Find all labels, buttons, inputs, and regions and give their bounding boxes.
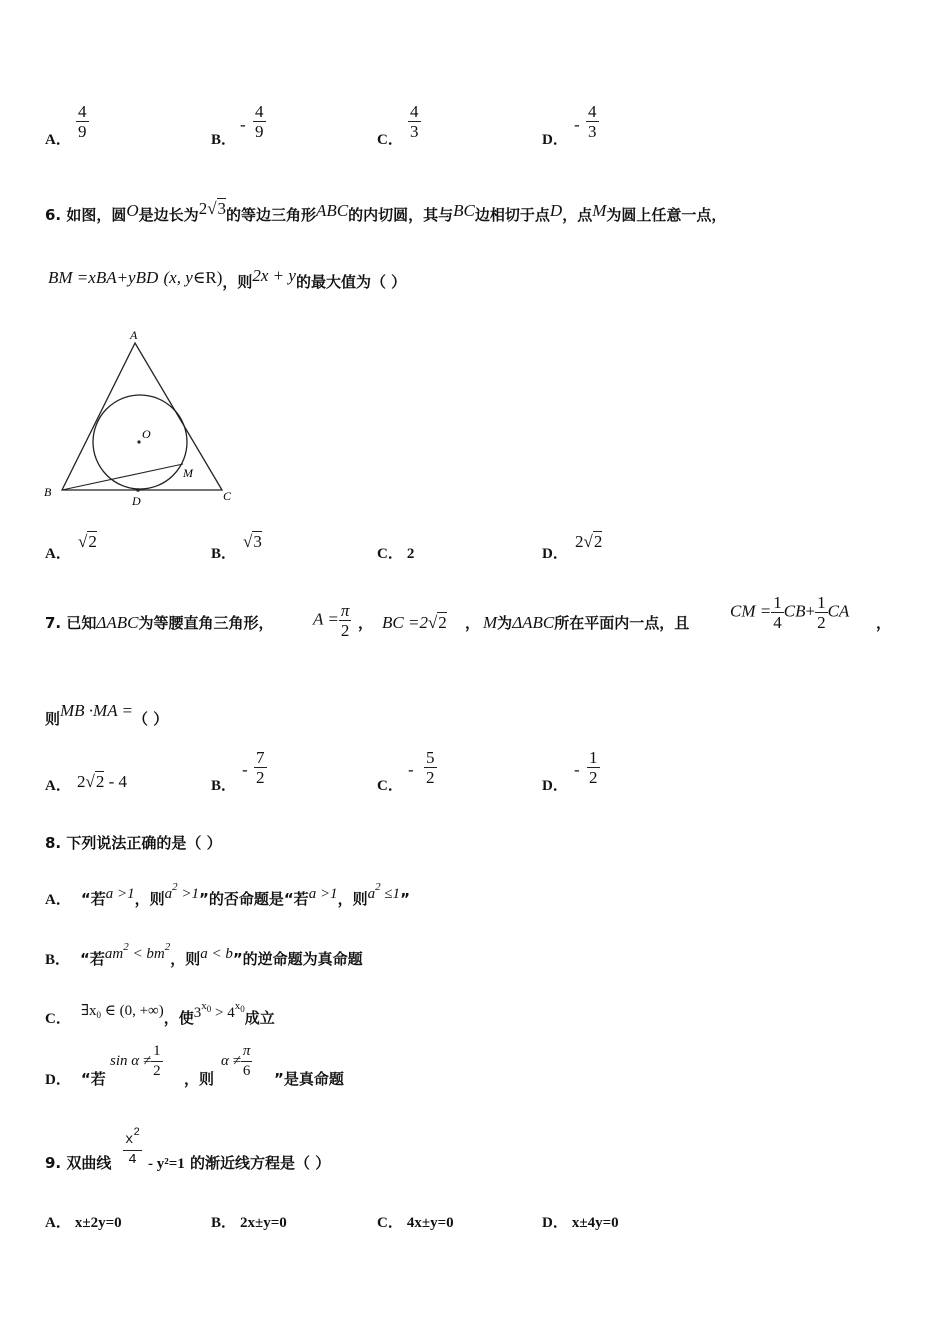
q8-stem: 8. 下列说法正确的是（ ）	[45, 834, 222, 852]
q7-comma2: ，	[465, 614, 481, 632]
q7-option-a[interactable]: A．	[45, 778, 71, 794]
q8-option-d-tail: ”是真命题	[274, 1070, 344, 1088]
q8-option-a[interactable]: A． “若a >1，则$a^2 >1$”的否命题是“若a >1，则$a^2 \le 1$”	[45, 881, 410, 908]
q7-option-d-value: $\frac{1}{2}$	[589, 748, 598, 787]
q7-stem-line1: 7. 已知ΔABC为等腰直角三角形，	[45, 613, 274, 632]
label-c: C	[223, 489, 232, 503]
q7-stem-m: M为ΔABC所在平面内一点，且	[483, 613, 690, 632]
point-o	[137, 440, 140, 443]
triangle-abc	[62, 343, 222, 490]
q9-stem-head: 9. 双曲线	[45, 1154, 112, 1172]
q9-option-d[interactable]: D． x±4y=0	[542, 1215, 619, 1231]
q7-option-d[interactable]: D．	[542, 778, 568, 794]
q8-option-d-concl: α ≠ $\frac{\pi}{6}$	[221, 1043, 251, 1079]
q7-stem-line2: 则MB ·MA =（ ）	[45, 701, 169, 728]
q7-vector-eq: CM = $\frac{1}{4}$ CB+ $\frac{1}{2}$ CA	[730, 593, 850, 632]
q5-option-d-value: $\frac{4}{3}$	[588, 102, 597, 141]
q6-option-d-value: 2√2	[575, 532, 603, 551]
label-b: B	[44, 485, 52, 499]
q7-bc-length: BC =2√2	[382, 613, 447, 632]
q6-stem-line1: 6. 如图，圆O是边长为2√3的等边三角形ABC的内切圆，其与BC边相切于点D，点M为圆上任意一点，	[45, 199, 727, 224]
q5-option-b[interactable]: B．	[211, 132, 237, 148]
q9-option-c[interactable]: C． 4x±y=0	[377, 1215, 454, 1231]
q5-option-a-value: $\frac{4}{9}$	[78, 102, 87, 141]
q7-option-b-value: $\frac{7}{2}$	[256, 748, 265, 787]
q7-comma1: ，	[358, 614, 374, 632]
q5-option-d-sign: -	[574, 115, 580, 134]
q6-option-d[interactable]: D．	[542, 546, 568, 562]
q7-option-b[interactable]: B．	[211, 778, 237, 794]
point-d	[136, 488, 140, 492]
q9-fraction: $\frac{x^2}{4}$	[123, 1124, 142, 1170]
q5-option-c[interactable]: C．	[377, 132, 403, 148]
q7-option-c[interactable]: C．	[377, 778, 403, 794]
q8-option-d-cond: sin α ≠ $\frac{1}{2}$	[110, 1043, 161, 1079]
q8-option-d[interactable]: D． “若	[45, 1070, 106, 1088]
q8-option-b[interactable]: B． “若$am^2 < bm^2$，则a < b”的逆命题为真命题	[45, 941, 363, 968]
q8-option-c[interactable]: C． $\exists x_0$ ∈ (0, +∞)，使$3^{x_0} > 4^{x_0}$成立	[45, 1000, 275, 1027]
q7-option-a-value: 2√2 - 4	[77, 772, 128, 791]
q6-option-a[interactable]: A．	[45, 546, 71, 562]
q5-option-d[interactable]: D．	[542, 132, 568, 148]
q7-angle-a: A = $\frac{\pi}{2}$	[313, 601, 350, 640]
q7-option-b-sign: -	[242, 760, 248, 779]
q9-option-b[interactable]: B． 2x±y=0	[211, 1215, 287, 1231]
q5-option-b-value: $\frac{4}{9}$	[255, 102, 264, 141]
q6-stem-line2: BM =xBA+yBD (x, y∈R)，则2x + y的最大值为（ ）	[48, 266, 407, 291]
triangle-incircle-figure	[40, 325, 240, 510]
q9-option-a[interactable]: A． x±2y=0	[45, 1215, 122, 1231]
label-a: A	[130, 328, 138, 342]
q5-option-b-sign: -	[240, 115, 246, 134]
q8-option-d-then: ，则	[184, 1070, 215, 1088]
q6-option-b[interactable]: B．	[211, 546, 237, 562]
q7-option-d-sign: -	[574, 760, 580, 779]
q6-option-b-value: √3	[243, 532, 262, 551]
q9-stem-tail: - y²=1 的渐近线方程是（ ）	[148, 1154, 331, 1172]
q6-option-a-value: √2	[78, 532, 97, 551]
q7-comma3: ，	[876, 614, 892, 632]
q6-option-c[interactable]: C． 2	[377, 546, 415, 562]
q5-option-c-value: $\frac{4}{3}$	[410, 102, 419, 141]
q7-option-c-value: $\frac{5}{2}$	[426, 748, 435, 787]
q5-option-a[interactable]: A．	[45, 132, 71, 148]
label-m: M	[183, 466, 193, 480]
label-d: D	[132, 494, 141, 508]
label-o: O	[142, 427, 151, 441]
q7-option-c-sign: -	[408, 760, 414, 779]
